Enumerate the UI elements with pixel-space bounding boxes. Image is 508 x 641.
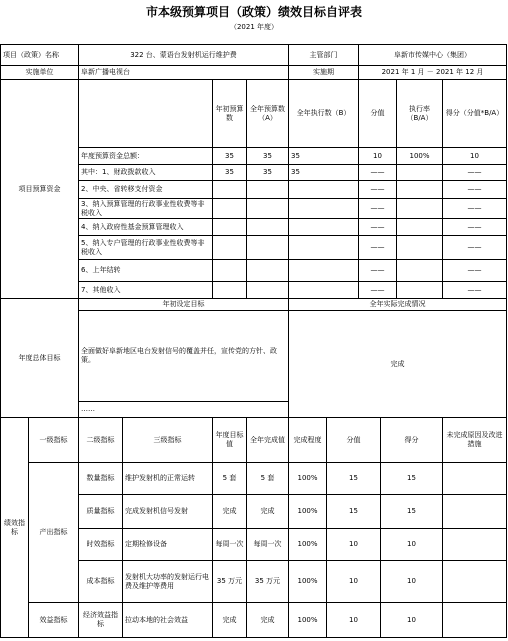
perf-row-actual: 完成 [246,602,289,638]
perf-header-level3: 三级指标 [122,417,213,463]
budget-row-initial [212,235,247,260]
perf-row-level2: 数量指标 [78,462,123,495]
budget-col-executed: 全年执行数（B） [288,79,359,148]
budget-row-initial: 35 [212,147,247,165]
budget-row-executed [288,218,359,236]
budget-row-points: —— [442,259,507,282]
actual-completion-text: 完成 [288,310,507,418]
perf-row-actual: 完成 [246,494,289,529]
budget-row-executed [288,281,359,299]
perf-header-points: 得分 [380,417,443,463]
budget-row-rate [396,259,443,282]
budget-row-rate [396,198,443,219]
perf-row-target: 完成 [212,602,247,638]
perf-row-score: 10 [326,528,381,561]
perf-header-level1: 一级指标 [28,417,79,463]
budget-row-points: —— [442,218,507,236]
budget-row-score: —— [358,164,397,181]
perf-row-actual: 35 万元 [246,560,289,603]
budget-row-label: 年度预算资金总额： [78,147,213,165]
budget-row-annual [246,235,289,260]
budget-row-label: 2、中央、省转移支付资金 [78,180,213,199]
budget-row-rate [396,235,443,260]
budget-row-executed [288,259,359,282]
perf-row-degree: 100% [288,494,327,529]
budget-col-rate: 执行率（B/A） [396,79,443,148]
perf-header-score: 分值 [326,417,381,463]
budget-row-label: 7、其他收入 [78,281,213,299]
perf-row-points: 15 [380,494,443,529]
budget-row-rate [396,180,443,199]
implementing-unit-label: 实施单位 [0,65,79,80]
budget-row-rate [396,281,443,299]
budget-row-executed: 35 [288,164,359,181]
perf-row-score: 10 [326,560,381,603]
budget-row-label: 3、纳入预算管理的行政事业性收费等非税收入 [78,198,213,219]
perf-row-score: 10 [326,602,381,638]
perf-header-target: 年度目标值 [212,417,247,463]
budget-row-rate [396,218,443,236]
perf-row-score: 15 [326,462,381,495]
budget-row-score: —— [358,180,397,199]
budget-row-label: 其中：1、财政拨款收入 [78,164,213,181]
perf-header-level2: 二级指标 [78,417,123,463]
perf-row-level3: 维护发射机的正常运转 [122,462,213,495]
budget-row-label: 6、上年结转 [78,259,213,282]
perf-row-actual: 5 套 [246,462,289,495]
perf-row-level2: 时效指标 [78,528,123,561]
perf-row-degree: 100% [288,560,327,603]
budget-row-executed [288,198,359,219]
budget-section-label: 项目预算资金 [0,79,79,299]
budget-row-score: —— [358,259,397,282]
period-value: 2021 年 1 月 － 2021 年 12 月 [358,65,507,80]
perf-row-level3: 拉动本地的社会效益 [122,602,213,638]
budget-row-annual [246,198,289,219]
budget-row-annual [246,218,289,236]
budget-row-label: 5、纳入专户管理的行政事业性收费等非税收入 [78,235,213,260]
perf-row-level3: 定期检修设备 [122,528,213,561]
planned-goal-text: 全面做好阜新地区电台发射信号的覆盖并任，宣传党的方针、政策。 [78,310,289,402]
perf-row-reason [442,528,507,561]
perf-row-level2: 经济效益指标 [78,602,123,638]
output-indicator-label: 产出指标 [28,462,79,603]
budget-row-annual [246,259,289,282]
page-title: 市本级预算项目（政策）绩效目标自评表 [145,5,362,19]
perf-row-target: 每周一次 [212,528,247,561]
implementing-unit-value: 阜新广播电视台 [78,65,289,80]
budget-row-annual [246,180,289,199]
perf-row-level3: 完成发射机信号发射 [122,494,213,529]
perf-row-actual: 每周一次 [246,528,289,561]
budget-row-points: 10 [442,147,507,165]
budget-row-initial: 35 [212,164,247,181]
perf-row-target: 5 套 [212,462,247,495]
perf-header-actual: 全年完成值 [246,417,289,463]
page-subtitle: （2021 年度） [229,23,279,31]
budget-row-executed [288,180,359,199]
perf-row-level2: 质量指标 [78,494,123,529]
perf-row-score: 15 [326,494,381,529]
overall-goal-label: 年度总体目标 [0,298,79,418]
budget-col-initial: 年初预算数 [212,79,247,148]
perf-row-points: 15 [380,462,443,495]
budget-row-executed: 35 [288,147,359,165]
perf-row-points: 10 [380,560,443,603]
perf-row-points: 10 [380,528,443,561]
budget-row-points: —— [442,180,507,199]
budget-row-initial [212,259,247,282]
project-name-value: 322 台、蒙语台发射机运行维护费 [78,44,289,66]
perf-row-reason [442,560,507,603]
perf-row-target: 35 万元 [212,560,247,603]
performance-section-label: 绩效指标 [0,417,29,638]
budget-row-annual: 35 [246,164,289,181]
budget-row-label: 4、纳入政府性基金预算管理收入 [78,218,213,236]
budget-row-rate: 100% [396,147,443,165]
budget-col-points: 得分（分值*B/A） [442,79,507,148]
perf-header-degree: 完成程度 [288,417,327,463]
planned-goal-ellipsis: …… [78,401,289,418]
project-name-label: 项目（政策）名称 [0,44,79,66]
benefit-indicator-label: 效益指标 [28,602,79,638]
budget-row-initial [212,198,247,219]
perf-row-reason [442,494,507,529]
budget-row-initial [212,281,247,299]
perf-row-level3: 发射机大功率的发射运行电费及维护等费用 [122,560,213,603]
perf-row-reason [442,462,507,495]
perf-row-degree: 100% [288,462,327,495]
perf-row-points: 10 [380,602,443,638]
department-label: 主管部门 [288,44,359,66]
actual-completion-header: 全年实际完成情况 [288,298,507,311]
budget-row-points: —— [442,281,507,299]
budget-row-score: —— [358,218,397,236]
budget-row-points: —— [442,235,507,260]
budget-row-points: —— [442,198,507,219]
budget-row-annual [246,281,289,299]
perf-row-degree: 100% [288,528,327,561]
budget-row-initial [212,218,247,236]
perf-row-target: 完成 [212,494,247,529]
budget-row-rate [396,164,443,181]
budget-row-executed [288,235,359,260]
budget-col-annual: 全年预算数（A） [246,79,289,148]
perf-row-level2: 成本指标 [78,560,123,603]
budget-row-score: —— [358,235,397,260]
perf-row-degree: 100% [288,602,327,638]
budget-row-points: —— [442,164,507,181]
budget-row-initial [212,180,247,199]
budget-row-score: —— [358,198,397,219]
budget-row-score: 10 [358,147,397,165]
perf-header-reason: 未完成原因及改进措施 [442,417,507,463]
period-label: 实施期 [288,65,359,80]
budget-row-score: —— [358,281,397,299]
budget-row-annual: 35 [246,147,289,165]
department-value: 阜新市传媒中心（集团） [358,44,507,66]
budget-col-score: 分值 [358,79,397,148]
planned-goal-header: 年初设定目标 [78,298,289,311]
perf-row-reason [442,602,507,638]
budget-header-blank [78,79,213,148]
